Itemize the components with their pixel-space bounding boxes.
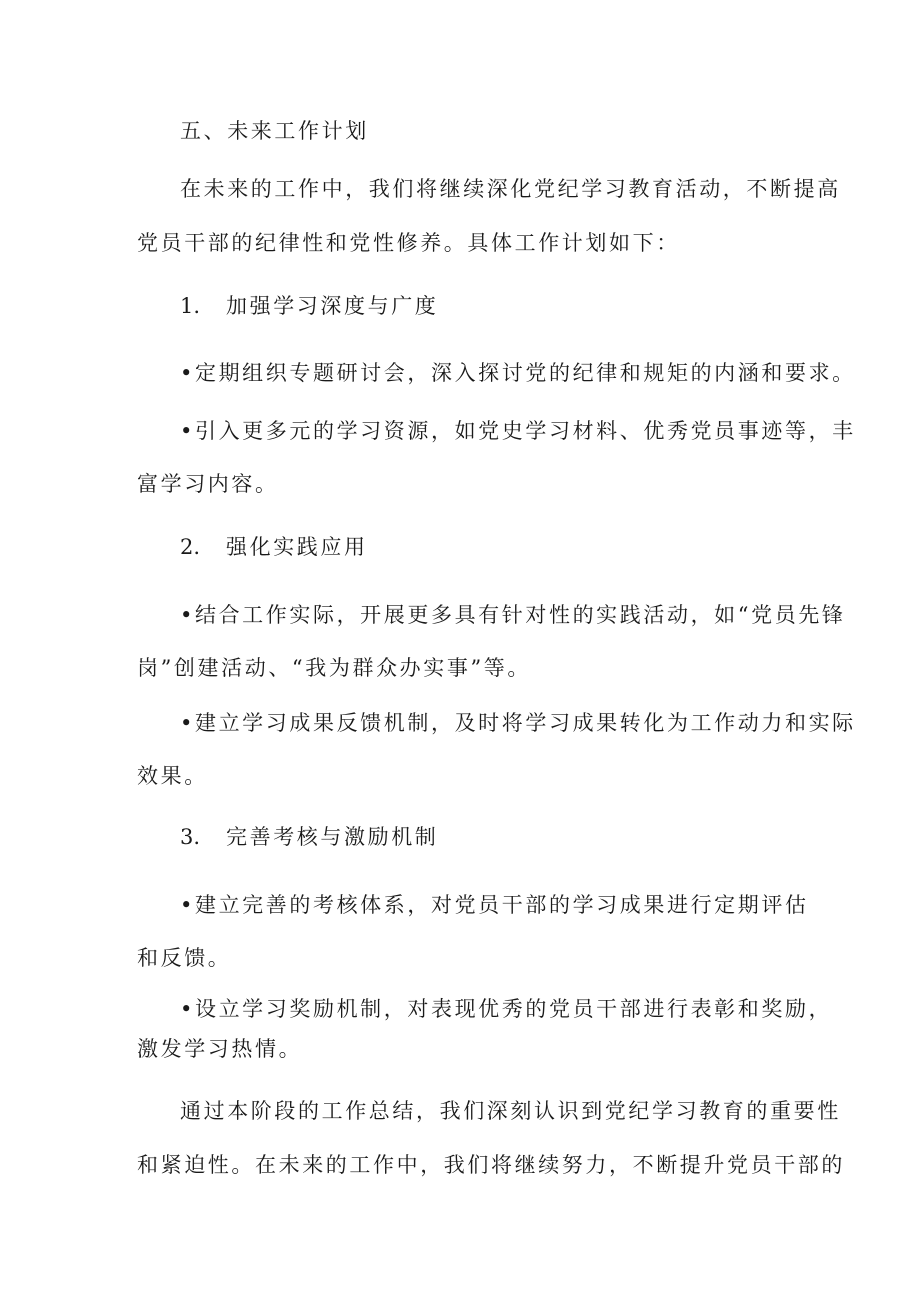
item-1-bullet-2-line-2: 富学习内容。	[137, 472, 279, 496]
item-1-bullet-1-line-1: •定期组织专题研讨会，深入探讨党的纪律和规矩的内涵和要求。	[180, 361, 856, 385]
item-2-number: 2.	[180, 535, 201, 559]
item-2-title: 强化实践应用	[226, 535, 368, 559]
section-heading: 五、未来工作计划	[180, 119, 369, 143]
item-2-bullet-1-line-1: •结合工作实际，开展更多具有针对性的实践活动，如“党员先锋	[180, 603, 846, 627]
item-3-bullet-2-line-2: 激发学习热情。	[137, 1037, 303, 1061]
item-3-bullet-1-line-1: •建立完善的考核体系，对党员干部的学习成果进行定期评估	[180, 893, 809, 917]
item-1-number: 1.	[180, 294, 201, 318]
item-2-bullet-1-line-2: 岗”创建活动、“我为群众办实事”等。	[137, 656, 532, 680]
item-2-bullet-2-line-2: 效果。	[137, 764, 208, 788]
item-3-bullet-2-line-1: •设立学习奖励机制，对表现优秀的党员干部进行表彰和奖励，	[180, 997, 833, 1021]
item-2-bullet-2-line-1: •建立学习成果反馈机制，及时将学习成果转化为工作动力和实际	[180, 711, 856, 735]
item-1-title: 加强学习深度与广度	[226, 294, 439, 318]
item-3-heading	[180, 822, 438, 852]
item-1-heading	[180, 291, 438, 321]
item-2-heading	[180, 532, 368, 562]
intro-line-1: 在未来的工作中，我们将继续深化党纪学习教育活动，不断提高	[180, 177, 841, 201]
closing-line-2: 和紧迫性。在未来的工作中，我们将继续努力，不断提升党员干部的	[137, 1153, 845, 1177]
closing-line-1: 通过本阶段的工作总结，我们深刻认识到党纪学习教育的重要性	[180, 1099, 841, 1123]
item-3-number: 3.	[180, 825, 201, 849]
item-1-bullet-2-line-1: •引入更多元的学习资源，如党史学习材料、优秀党员事迹等，丰	[180, 419, 856, 443]
intro-line-2: 党员干部的纪律性和党性修养。具体工作计划如下：	[137, 231, 680, 255]
item-3-bullet-1-line-2: 和反馈。	[137, 946, 232, 970]
item-3-title: 完善考核与激励机制	[226, 825, 439, 849]
